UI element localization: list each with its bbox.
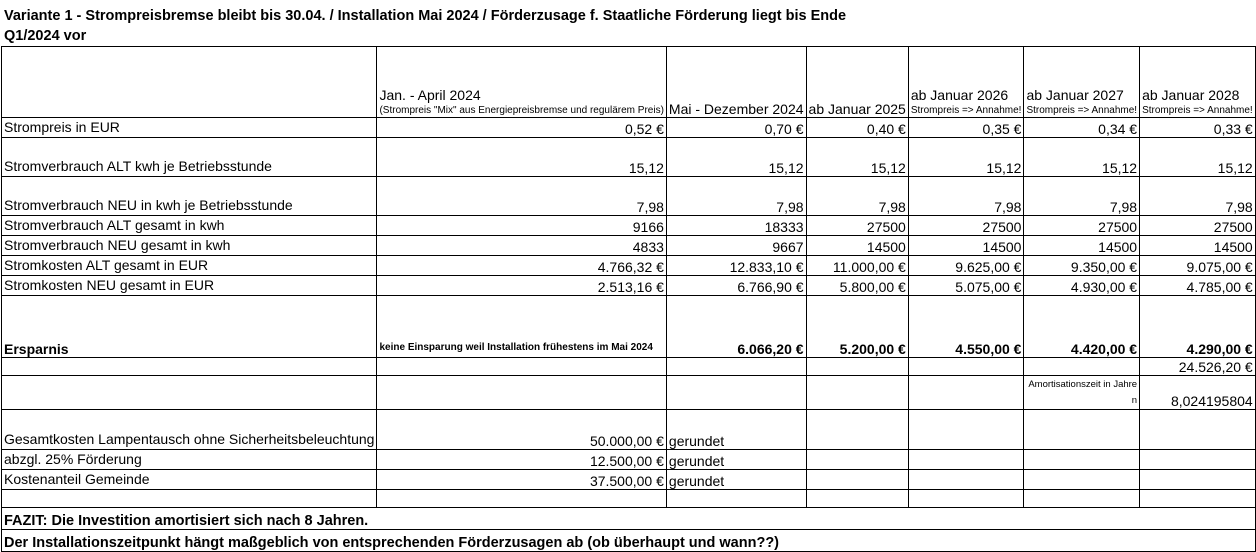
savings-row bbox=[2, 296, 1256, 358]
empty-cell[interactable] bbox=[1024, 490, 1140, 508]
empty-cell[interactable] bbox=[806, 450, 908, 470]
table-cell[interactable]: 27500 bbox=[1140, 216, 1256, 236]
table-cell[interactable]: 15,12 bbox=[908, 138, 1024, 177]
table-cell[interactable]: 14500 bbox=[806, 236, 908, 256]
table-cell[interactable]: 7,98 bbox=[377, 177, 666, 216]
row-label[interactable]: Stromkosten NEU gesamt in EUR bbox=[2, 276, 377, 296]
empty-cell[interactable] bbox=[2, 490, 377, 508]
table-cell[interactable]: 14500 bbox=[1024, 236, 1140, 256]
cost-note[interactable]: gerundet bbox=[666, 410, 806, 450]
table-cell[interactable]: 7,98 bbox=[666, 177, 806, 216]
table-cell[interactable]: 27500 bbox=[1024, 216, 1140, 236]
row-label[interactable]: Strompreis in EUR bbox=[2, 118, 377, 138]
table-cell[interactable]: 0,33 € bbox=[1140, 118, 1256, 138]
calculation-table bbox=[1, 46, 1256, 552]
empty-cell[interactable] bbox=[1140, 410, 1256, 450]
table-cell[interactable]: 2.513,16 € bbox=[377, 276, 666, 296]
empty-cell[interactable] bbox=[1024, 470, 1140, 490]
column-header[interactable]: ab Januar 2025 bbox=[806, 47, 908, 118]
column-header[interactable]: Mai - Dezember 2024 bbox=[666, 47, 806, 118]
empty-cell[interactable] bbox=[1024, 358, 1140, 376]
table-cell[interactable]: 27500 bbox=[908, 216, 1024, 236]
sheet-title: Variante 1 - Strompreisbremse bleibt bis 30.04. / Installation Mai 2024 / Förderzusage f. Staatliche Förderung liegt bis Ende Q1/2024 vor bbox=[4, 8, 847, 44]
table-cell[interactable]: 7,98 bbox=[806, 177, 908, 216]
table-cell[interactable]: 0,70 € bbox=[666, 118, 806, 138]
table-cell[interactable]: 9.350,00 € bbox=[1024, 256, 1140, 276]
empty-cell[interactable] bbox=[1024, 410, 1140, 450]
cost-value[interactable]: 50.000,00 € bbox=[377, 410, 666, 450]
empty-cell[interactable] bbox=[908, 358, 1024, 376]
column-header[interactable]: ab Januar 2028 Strompreis => Annahme! bbox=[1140, 47, 1256, 118]
table-row bbox=[2, 138, 1256, 177]
savings-cell[interactable]: 6.066,20 € bbox=[666, 296, 806, 358]
column-header[interactable]: ab Januar 2027 Strompreis => Annahme! bbox=[1024, 47, 1140, 118]
empty-cell[interactable] bbox=[806, 376, 908, 410]
table-cell[interactable]: 7,98 bbox=[908, 177, 1024, 216]
table-row bbox=[2, 276, 1256, 296]
table-cell[interactable]: 9667 bbox=[666, 236, 806, 256]
table-row bbox=[2, 236, 1256, 256]
empty-cell[interactable] bbox=[806, 410, 908, 450]
empty-cell[interactable] bbox=[377, 490, 666, 508]
table-cell[interactable]: 4.785,00 € bbox=[1140, 276, 1256, 296]
table-cell[interactable]: 15,12 bbox=[666, 138, 806, 177]
empty-cell[interactable] bbox=[806, 358, 908, 376]
cost-note[interactable]: gerundet bbox=[666, 470, 806, 490]
cost-label[interactable]: Gesamtkosten Lampentausch ohne Sicherheitsbeleuchtung bbox=[2, 410, 377, 450]
table-row bbox=[2, 216, 1256, 236]
total-savings-cell[interactable]: 24.526,20 € bbox=[1140, 358, 1256, 376]
empty-cell[interactable] bbox=[666, 490, 806, 508]
table-cell[interactable]: 4833 bbox=[377, 236, 666, 256]
table-cell[interactable]: 7,98 bbox=[1024, 177, 1140, 216]
savings-label[interactable]: Ersparnis bbox=[2, 296, 377, 358]
table-cell[interactable]: 0,52 € bbox=[377, 118, 666, 138]
empty-cell[interactable] bbox=[908, 490, 1024, 508]
empty-cell[interactable] bbox=[908, 410, 1024, 450]
table-cell[interactable]: 15,12 bbox=[377, 138, 666, 177]
table-cell[interactable]: 15,12 bbox=[1024, 138, 1140, 177]
table-cell[interactable]: 14500 bbox=[1140, 236, 1256, 256]
table-cell[interactable]: 11.000,00 € bbox=[806, 256, 908, 276]
savings-note-cell[interactable] bbox=[377, 296, 666, 358]
table-cell[interactable]: 0,35 € bbox=[908, 118, 1024, 138]
header-row bbox=[2, 47, 1256, 118]
table-cell[interactable]: 7,98 bbox=[1140, 177, 1256, 216]
cost-value[interactable]: 12.500,00 € bbox=[377, 450, 666, 470]
cost-row bbox=[2, 450, 1256, 470]
amortisation-label[interactable]: Amortisationszeit in Jahren bbox=[1024, 376, 1140, 410]
table-cell[interactable]: 9166 bbox=[377, 216, 666, 236]
empty-cell[interactable] bbox=[908, 376, 1024, 410]
table-row bbox=[2, 118, 1256, 138]
empty-cell[interactable] bbox=[1140, 470, 1256, 490]
table-cell[interactable]: 15,12 bbox=[806, 138, 908, 177]
empty-cell[interactable] bbox=[908, 470, 1024, 490]
savings-cell[interactable]: 4.290,00 € bbox=[1140, 296, 1256, 358]
table-cell[interactable]: 12.833,10 € bbox=[666, 256, 806, 276]
fazit-text[interactable]: Der Installationszeitpunkt hängt maßgeblich von entsprechenden Förderzusagen ab (ob überhaupt und wann??) bbox=[2, 530, 1256, 552]
savings-cell[interactable]: 4.420,00 € bbox=[1024, 296, 1140, 358]
empty-cell[interactable] bbox=[2, 358, 377, 376]
cost-label[interactable]: Kostenanteil Gemeinde bbox=[2, 470, 377, 490]
cost-row bbox=[2, 470, 1256, 490]
empty-cell[interactable] bbox=[806, 470, 908, 490]
table-row bbox=[2, 256, 1256, 276]
table-cell[interactable]: 0,40 € bbox=[806, 118, 908, 138]
row-label[interactable]: Stromverbrauch NEU gesamt in kwh bbox=[2, 236, 377, 256]
row-label[interactable]: Stromverbrauch NEU in kwh je Betriebsstunde bbox=[2, 177, 377, 216]
table-cell[interactable]: 4.930,00 € bbox=[1024, 276, 1140, 296]
fazit-row bbox=[2, 508, 1256, 530]
empty-cell[interactable] bbox=[377, 358, 666, 376]
table-cell[interactable]: 6.766,90 € bbox=[666, 276, 806, 296]
amortisation-row bbox=[2, 376, 1256, 410]
empty-cell[interactable] bbox=[908, 450, 1024, 470]
table-cell[interactable]: 5.800,00 € bbox=[806, 276, 908, 296]
savings-cell[interactable]: 5.200,00 € bbox=[806, 296, 908, 358]
empty-cell[interactable] bbox=[2, 376, 377, 410]
table-row bbox=[2, 177, 1256, 216]
fazit-row bbox=[2, 530, 1256, 552]
table-cell[interactable]: 27500 bbox=[806, 216, 908, 236]
row-label[interactable]: Stromverbrauch ALT gesamt in kwh bbox=[2, 216, 377, 236]
column-header[interactable]: Jan. - April 2024 (Strompreis "Mix" aus Energiepreisbremse und regulärem Preis) bbox=[377, 47, 666, 118]
empty-cell[interactable] bbox=[806, 490, 908, 508]
table-cell[interactable]: 18333 bbox=[666, 216, 806, 236]
cost-value[interactable]: 37.500,00 € bbox=[377, 470, 666, 490]
savings-cell[interactable]: 4.550,00 € bbox=[908, 296, 1024, 358]
savings-note: keine Einsparung weil Installation frühestens im Mai 2024 bbox=[379, 342, 653, 353]
table-cell[interactable]: 5.075,00 € bbox=[908, 276, 1024, 296]
row-label[interactable]: Stromverbrauch ALT kwh je Betriebsstunde bbox=[2, 138, 377, 177]
empty-cell[interactable] bbox=[1140, 450, 1256, 470]
empty-cell[interactable] bbox=[666, 358, 806, 376]
row-label[interactable]: Stromkosten ALT gesamt in EUR bbox=[2, 256, 377, 276]
cost-note[interactable]: gerundet bbox=[666, 450, 806, 470]
empty-cell[interactable] bbox=[666, 376, 806, 410]
table-cell[interactable]: 14500 bbox=[908, 236, 1024, 256]
table-cell[interactable]: 9.075,00 € bbox=[1140, 256, 1256, 276]
empty-cell[interactable] bbox=[377, 376, 666, 410]
table-cell[interactable]: 9.625,00 € bbox=[908, 256, 1024, 276]
empty-cell[interactable] bbox=[1140, 490, 1256, 508]
header-label-cell[interactable] bbox=[2, 47, 377, 118]
fazit-text[interactable]: FAZIT: Die Investition amortisiert sich nach 8 Jahren. bbox=[2, 508, 1256, 530]
cost-row bbox=[2, 410, 1256, 450]
table-row bbox=[2, 490, 1256, 508]
table-cell[interactable]: 0,34 € bbox=[1024, 118, 1140, 138]
table-cell[interactable]: 4.766,32 € bbox=[377, 256, 666, 276]
cost-label[interactable]: abzgl. 25% Förderung bbox=[2, 450, 377, 470]
amortisation-value[interactable]: 8,024195804 bbox=[1140, 376, 1256, 410]
table-cell[interactable]: 15,12 bbox=[1140, 138, 1256, 177]
total-row bbox=[2, 358, 1256, 376]
column-header[interactable]: ab Januar 2026 Strompreis => Annahme! bbox=[908, 47, 1024, 118]
empty-cell[interactable] bbox=[1024, 450, 1140, 470]
